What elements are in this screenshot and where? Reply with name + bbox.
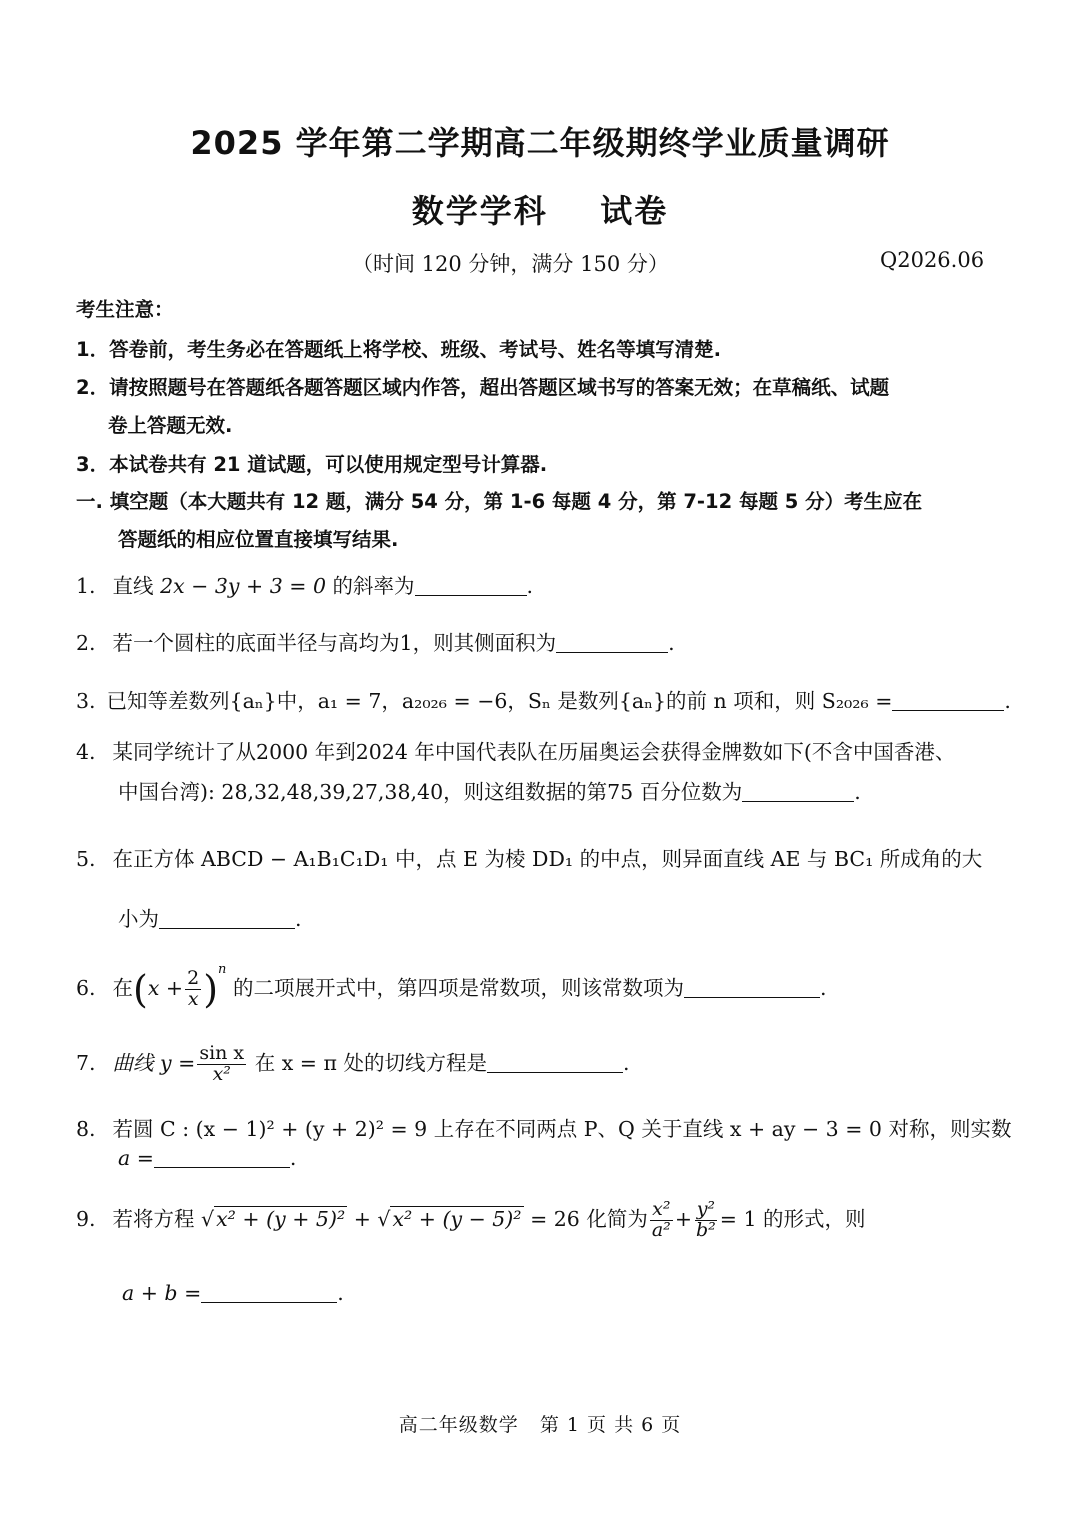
expression: x + (147, 976, 184, 1000)
question-1: 1. 直线 2x − 3y + 3 = 0 的斜率为 . (76, 574, 534, 598)
fraction: $\frac{\text{x²}}{\text{a²}}$ (651, 1198, 671, 1241)
question-text: 某同学统计了从2000 年到2024 年中国代表队在历届奥运会获得金牌数如下(不含中国香港、 (112, 740, 956, 764)
section-heading-cont: 答题纸的相应位置直接填写结果. (118, 528, 399, 551)
question-text: 若圆 C : (x − 1)² + (y + 2)² = 9 上存在不同两点 P、Q 关于直线 x + ay − 3 = 0 对称，则实数 (112, 1117, 1012, 1141)
time-info: （时间 120 分钟，满分 150 分） (352, 252, 669, 276)
question-number: 9. (76, 1206, 96, 1231)
question-text: = 26 化简为 (530, 1206, 648, 1231)
question-text: 若一个圆柱的底面半径与高均为1，则其侧面积为 (112, 631, 557, 655)
page-footer: 高二年级数学 第 1 页 共 6 页 (398, 1414, 682, 1436)
question-6: 6. 在(x + $\frac{2}{x}$ )$^n$ 的二项展开式中，第四项是常数项，则该常数项为 . (76, 962, 827, 1012)
question-number: 8. (76, 1117, 96, 1141)
answer-blank[interactable] (742, 781, 854, 803)
equation: 2x − 3y + 3 = 0 (160, 574, 327, 598)
question-text: 已知等差数列{aₙ}中，a₁ = 7，a₂₀₂₆ = −6，Sₙ 是数列{aₙ}的前 n 项和，则 S₂₀₂₆ = (106, 689, 893, 713)
question-text: 在正方体 ABCD − A₁B₁C₁D₁ 中，点 E 为棱 DD₁ 的中点，则异面直线 AE 与 BC₁ 所成角的大 (112, 847, 983, 871)
question-3: 3. 已知等差数列{aₙ}中，a₁ = 7，a₂₀₂₆ = −6，Sₙ 是数列{aₙ}的前 n 项和，则 S₂₀₂₆ = . (76, 689, 1011, 713)
question-5 (76, 842, 982, 872)
question-text: a + b = (122, 1281, 202, 1305)
radical: x² + (y − 5)² (392, 1206, 522, 1231)
question-text: 小为 (118, 907, 159, 931)
question-text: 直线 (112, 574, 154, 598)
fraction: $\frac{\text{y²}}{\text{b²}}$ (696, 1198, 716, 1241)
question-number: 3. (76, 689, 96, 713)
notice-heading: 考生注意： (76, 298, 174, 321)
answer-blank[interactable] (415, 575, 527, 597)
answer-blank[interactable] (154, 1147, 290, 1169)
question-text: 中国台湾): 28,32,48,39,27,38,40，则这组数据的第75 百分位数为 (118, 780, 743, 804)
question-9-cont: a + b = . (122, 1281, 344, 1305)
answer-blank[interactable] (684, 977, 820, 999)
question-2: 2. 若一个圆柱的底面半径与高均为1，则其侧面积为 . (76, 631, 675, 655)
question-text: 若将方程 (112, 1206, 195, 1231)
question-8-cont: a = . (118, 1146, 297, 1170)
section-heading: 一. 填空题（本大题共有 12 题，满分 54 分，第 1-6 每题 4 分，第 7-12 每题 5 分）考生应在 (76, 490, 923, 513)
answer-blank[interactable] (556, 632, 668, 654)
question-4-cont: 中国台湾): 28,32,48,39,27,38,40，则这组数据的第75 百分位数为 . (118, 780, 861, 804)
answer-blank[interactable] (892, 690, 1004, 712)
answer-blank[interactable] (159, 908, 295, 930)
question-text: 在 x = π 处的切线方程是 (254, 1050, 487, 1075)
question-4 (76, 735, 955, 765)
question-8 (76, 1112, 1011, 1142)
exam-code: Q2026.06 (880, 248, 985, 272)
question-7: 7. 曲线 y = $\frac{\text{sin x}}{\text{x²}}$ 在 x = π 处的切线方程是 . (76, 1042, 630, 1085)
question-text: a = (118, 1146, 154, 1170)
notice-item-1: 1．答卷前，考生务必在答题纸上将学校、班级、考试号、姓名等填写清楚. (76, 338, 721, 361)
question-text: 的斜率为 (332, 574, 415, 598)
fraction: $\frac{2}{x}$ (187, 967, 200, 1010)
radical: x² + (y + 5)² (216, 1206, 346, 1231)
notice-item-3: 3．本试卷共有 21 道试题，可以使用规定型号计算器. (76, 453, 548, 476)
question-number: 1. (76, 574, 96, 598)
notice-item-2: 2．请按照题号在答题纸各题答题区域内作答，超出答题区域书写的答案无效；在草稿纸、试题 (76, 376, 890, 399)
question-number: 4. (76, 740, 96, 764)
question-5-cont: 小为 . (118, 907, 302, 931)
fraction: $\frac{\text{sin x}}{\text{x²}}$ (199, 1042, 245, 1085)
question-number: 7. (76, 1050, 96, 1075)
question-number: 2. (76, 631, 96, 655)
notice-item-2-cont: 卷上答题无效. (108, 414, 233, 437)
question-text: 的二项展开式中，第四项是常数项，则该常数项为 (232, 976, 684, 1000)
question-text: = 1 的形式，则 (719, 1206, 866, 1231)
question-number: 6. (76, 976, 96, 1000)
expression: 曲线 y = (112, 1050, 196, 1075)
answer-blank[interactable] (201, 1282, 337, 1304)
exam-title: 2025 学年第二学期高二年级期终学业质量调研 (190, 124, 890, 162)
question-number: 5. (76, 847, 96, 871)
answer-blank[interactable] (487, 1051, 623, 1073)
question-9: 9. 若将方程 √x² + (y + 5)² + √x² + (y − 5)² = 26 化简为 $\frac{\text{x²}}{\text{a²}}$ + $\frac{\text{y²}}{\text{b²}}$ = 1 的形式，则 (76, 1198, 866, 1241)
exam-subtitle: 数学学科 试卷 (411, 192, 669, 230)
question-text: 在 (112, 976, 134, 1000)
